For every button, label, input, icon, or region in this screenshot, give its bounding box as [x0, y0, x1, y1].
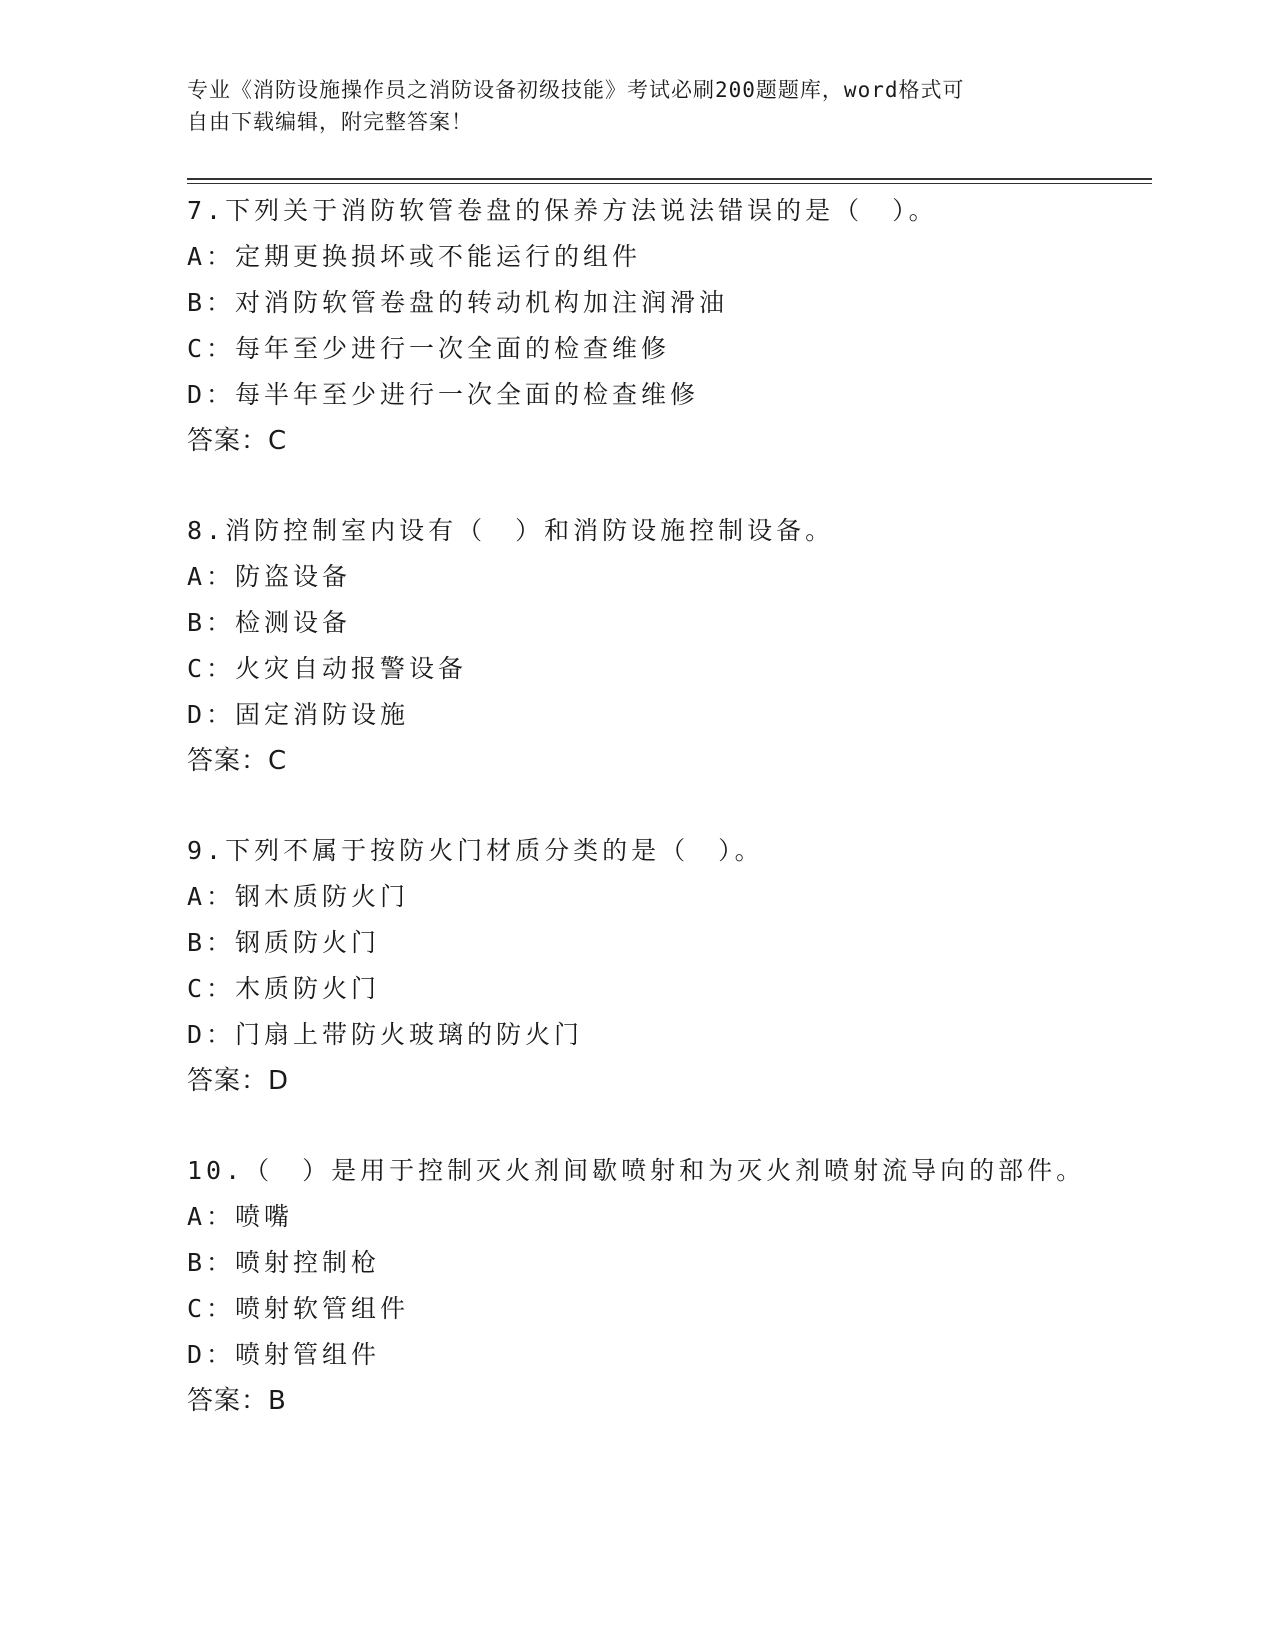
answer-line: 答案：B [187, 1386, 287, 1416]
option-c: C：喷射软管组件 [187, 1294, 410, 1323]
answer-line: 答案：C [187, 746, 288, 776]
question-block [187, 828, 1187, 1104]
option-a: A：防盗设备 [187, 562, 352, 591]
question-stem: 7.下列关于消防软管卷盘的保养方法说法错误的是（ ）。 [187, 196, 938, 225]
header-divider [187, 178, 1152, 184]
option-b: B：喷射控制枪 [187, 1248, 381, 1277]
option-b: B：检测设备 [187, 608, 352, 637]
option-d: D：每半年至少进行一次全面的检查维修 [187, 380, 700, 409]
question-stem: 8.消防控制室内设有（ ）和消防设施控制设备。 [187, 516, 835, 545]
option-a: A：定期更换损坏或不能运行的组件 [187, 242, 642, 271]
option-b: B：钢质防火门 [187, 928, 381, 957]
answer-line: 答案：D [187, 1066, 290, 1096]
answer-line: 答案：C [187, 426, 288, 456]
question-block [187, 1148, 1187, 1424]
option-d: D：门扇上带防火玻璃的防火门 [187, 1020, 584, 1049]
header-line-1: 专业《消防设施操作员之消防设备初级技能》考试必刷200题题库，word格式可 [187, 78, 965, 102]
option-a: A：钢木质防火门 [187, 882, 410, 911]
option-d: D：固定消防设施 [187, 700, 410, 729]
question-block [187, 188, 1187, 464]
option-c: C：火灾自动报警设备 [187, 654, 468, 683]
option-b: B：对消防软管卷盘的转动机构加注润滑油 [187, 288, 729, 317]
option-c: C：木质防火门 [187, 974, 381, 1003]
question-stem: 10.（ ）是用于控制灭火剂间歇喷射和为灭火剂喷射流导向的部件。 [187, 1156, 1086, 1185]
option-c: C：每年至少进行一次全面的检查维修 [187, 334, 671, 363]
header-line-2: 自由下载编辑，附完整答案！ [187, 110, 473, 134]
option-a: A：喷嘴 [187, 1202, 294, 1231]
document-header [187, 74, 1067, 138]
question-stem: 9.下列不属于按防火门材质分类的是（ ）。 [187, 836, 764, 865]
question-block [187, 508, 1187, 784]
option-d: D：喷射管组件 [187, 1340, 381, 1369]
